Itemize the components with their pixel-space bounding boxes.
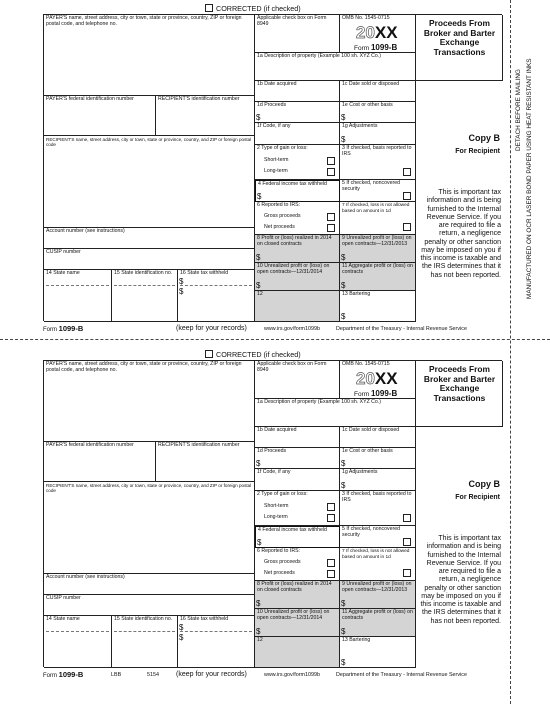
state-tax-field[interactable]: 16 State tax withheld $ $ [178,616,255,668]
profit-closed-contracts-field[interactable]: 8 Profit or (loss) realized in 2014 on closed contracts $ [255,235,340,263]
payer-info-field[interactable]: PAYER'S name, street address, city or town, state or province, country, ZIP or foreign postal code, and telephone no. [44,15,255,96]
box-12-field[interactable]: 12 [255,637,340,668]
loss-not-allowed-field: 7 If checked, loss is not allowed based on amount in 1d [340,202,416,235]
cut-line-horizontal [0,339,550,340]
long-term-checkbox[interactable] [327,168,335,176]
noncovered-security-field: 5 If checked, noncovered security [340,526,416,548]
form-footer [43,670,502,680]
gain-loss-type-field: 2 Type of gain or loss: Short-term Long-term [255,145,340,180]
dollar-sign: $ [179,623,184,632]
divider [180,285,252,286]
code-field[interactable]: 1f Code, if any [255,123,340,145]
aggregate-profit-field[interactable]: 11 Aggregate profit or (loss) on contracts $ [340,609,416,637]
box-12-field[interactable]: 12 [255,291,340,322]
net-proceeds-checkbox[interactable] [327,224,335,232]
irs-url: www.irs.gov/form1099b [264,672,321,678]
recipient-id-field[interactable]: RECIPIENT'S identification number [156,442,255,482]
basis-reported-field: 3 If checked, basis reported to IRS [340,491,416,526]
omb-year-box: OMB No. 1545-0715 20XX Form 1099-B [340,361,416,399]
dollar-sign: $ [179,277,184,286]
cost-basis-field[interactable]: 1e Cost or other basis $ [340,448,416,469]
state-id-field[interactable]: 15 State identification no. [112,616,178,668]
federal-tax-withheld-field[interactable]: 4 Federal income tax withheld $ [255,526,340,548]
corrected-checkbox[interactable] [205,4,213,12]
adjustments-field[interactable]: 1g Adjustments $ [340,123,416,145]
basis-reported-checkbox[interactable] [403,514,411,522]
form-number: Form 1099-B [354,43,398,52]
loss-not-allowed-checkbox[interactable] [403,569,411,577]
divider [46,285,109,286]
payer-fed-id-field[interactable]: PAYER'S federal identification number [44,442,156,482]
title-box [416,15,503,81]
important-info-text: This is important tax information and is being furnished to the Internal Revenue Service. If you are required to file a return, a negligence penalty or other sanction may be imposed on you if this income is taxable and the IRS determines that it has not been reported. [420,535,501,625]
dollar-sign: $ [179,287,184,296]
department-text: Department of the Treasury - Internal Revenue Service [336,672,467,678]
account-number-field[interactable]: Account number (see instructions) [44,574,255,595]
adjustments-field[interactable]: 1g Adjustments $ [340,469,416,491]
divider [180,631,252,632]
loss-not-allowed-checkbox[interactable] [403,223,411,231]
applicable-checkbox-field[interactable]: Applicable check box on Form 8949 [255,15,340,53]
state-id-field[interactable]: 15 State identification no. [112,270,178,322]
long-term-checkbox[interactable] [327,514,335,522]
divider [46,631,109,632]
copy-b-label: Copy B For Recipient [455,479,500,501]
code-field[interactable]: 1f Code, if any [255,469,340,491]
footer-form-no: Form 1099-B [43,324,84,333]
payer-info-field[interactable]: PAYER'S name, street address, city or town, state or province, country, ZIP or foreign postal code, and telephone no. [44,361,255,442]
form-footer [43,324,502,334]
noncovered-checkbox[interactable] [403,538,411,546]
footer-form-no: Form 1099-B [43,670,84,679]
recipient-info-field[interactable]: RECIPIENT'S name, street address, city or town, state or province, country, and ZIP or foreign postal code [44,482,255,574]
date-acquired-field[interactable]: 1b Date acquired [255,427,340,448]
unrealized-prior-field[interactable]: 9 Unrealized profit or (loss) on open contracts—12/31/2013 $ [340,235,416,263]
form-number: Form 1099-B [354,389,398,398]
unrealized-current-field[interactable]: 10 Unrealized profit or (loss) on open contracts—12/31/2014 $ [255,609,340,637]
manufacturing-note: MANUFACTURED ON OCR LASER BOND PAPER USING HEAT RESISTANT INKS [526,58,533,299]
form-title: Proceeds From Broker and Barter Exchange Transactions [423,18,496,57]
form-title: Proceeds From Broker and Barter Exchange Transactions [423,364,496,403]
payer-fed-id-field[interactable]: PAYER'S federal identification number [44,96,156,136]
proceeds-field[interactable]: 1d Proceeds $ [255,102,340,123]
important-info-text: This is important tax information and is being furnished to the Internal Revenue Service. If you are required to file a return, a negligence penalty or other sanction may be imposed on you if this income is taxable and the IRS determines that it has not been reported. [420,189,501,279]
tax-year: 20XX [356,23,398,42]
unrealized-current-field[interactable]: 10 Unrealized profit or (loss) on open contracts—12/31/2014 $ [255,263,340,291]
form-1099b-bottom [43,350,502,690]
noncovered-checkbox[interactable] [403,192,411,200]
account-number-field[interactable]: Account number (see instructions) [44,228,255,249]
federal-tax-withheld-field[interactable]: 4 Federal income tax withheld $ [255,180,340,202]
form-1099b-top [43,4,502,344]
recipient-id-field[interactable]: RECIPIENT'S identification number [156,96,255,136]
gross-proceeds-checkbox[interactable] [327,213,335,221]
lbb-code: LBB [111,672,122,678]
reported-to-irs-field: 6 Reported to IRS: Gross proceeds Net proceeds [255,202,340,235]
form-grid [43,14,502,321]
tax-year: 20XX [356,369,398,388]
keep-records-text: (keep for your records) [176,325,247,332]
short-term-checkbox[interactable] [327,157,335,165]
copy-b-label: Copy B For Recipient [455,133,500,155]
cut-line-vertical [510,0,511,704]
cusip-field[interactable]: CUSIP number [44,249,255,270]
corrected-label: CORRECTED (if checked) [216,350,301,359]
divider [114,631,175,632]
state-name-field[interactable]: 14 State name [44,616,112,668]
cost-basis-field[interactable]: 1e Cost or other basis $ [340,102,416,123]
detach-note: DETACH BEFORE MAILING [515,69,522,151]
department-text: Department of the Treasury - Internal Revenue Service [336,326,467,332]
corrected-checkbox[interactable] [205,350,213,358]
corrected-label: CORRECTED (if checked) [216,4,301,13]
form-grid [43,360,502,667]
proceeds-field[interactable]: 1d Proceeds $ [255,448,340,469]
reported-to-irs-field: 6 Reported to IRS: Gross proceeds Net proceeds [255,548,340,581]
product-code: 5154 [147,672,159,678]
description-field[interactable]: 1a Description of property (Example 100 sh. XYZ Co.) [255,399,416,427]
date-sold-field[interactable]: 1c Date sold or disposed [340,81,416,102]
gross-proceeds-checkbox[interactable] [327,559,335,567]
date-acquired-field[interactable]: 1b Date acquired [255,81,340,102]
gain-loss-type-field: 2 Type of gain or loss: Short-term Long-term [255,491,340,526]
divider [114,285,175,286]
description-field[interactable]: 1a Description of property (Example 100 sh. XYZ Co.) [255,53,416,81]
irs-url: www.irs.gov/form1099b [264,326,321,332]
basis-reported-checkbox[interactable] [403,168,411,176]
applicable-checkbox-field[interactable]: Applicable check box on Form 8949 [255,361,340,399]
net-proceeds-checkbox[interactable] [327,570,335,578]
recipient-info-field[interactable]: RECIPIENT'S name, street address, city or town, state or province, country, and ZIP or foreign postal code [44,136,255,228]
basis-reported-field: 3 If checked, basis reported to IRS [340,145,416,180]
profit-closed-contracts-field[interactable]: 8 Profit or (loss) realized in 2014 on closed contracts $ [255,581,340,609]
corrected-header [205,350,301,359]
dollar-sign: $ [179,633,184,642]
bartering-field[interactable]: 13 Bartering $ [340,291,416,322]
keep-records-text: (keep for your records) [176,671,247,678]
unrealized-prior-field[interactable]: 9 Unrealized profit or (loss) on open contracts—12/31/2013 $ [340,581,416,609]
state-name-field[interactable]: 14 State name [44,270,112,322]
title-box [416,361,503,427]
date-sold-field[interactable]: 1c Date sold or disposed [340,427,416,448]
bartering-field[interactable]: 13 Bartering $ [340,637,416,668]
aggregate-profit-field[interactable]: 11 Aggregate profit or (loss) on contracts $ [340,263,416,291]
noncovered-security-field: 5 If checked, noncovered security [340,180,416,202]
short-term-checkbox[interactable] [327,503,335,511]
omb-year-box: OMB No. 1545-0715 20XX Form 1099-B [340,15,416,53]
state-tax-field[interactable]: 16 State tax withheld $ $ [178,270,255,322]
corrected-header [205,4,301,13]
cusip-field[interactable]: CUSIP number [44,595,255,616]
loss-not-allowed-field: 7 If checked, loss is not allowed based on amount in 1d [340,548,416,581]
